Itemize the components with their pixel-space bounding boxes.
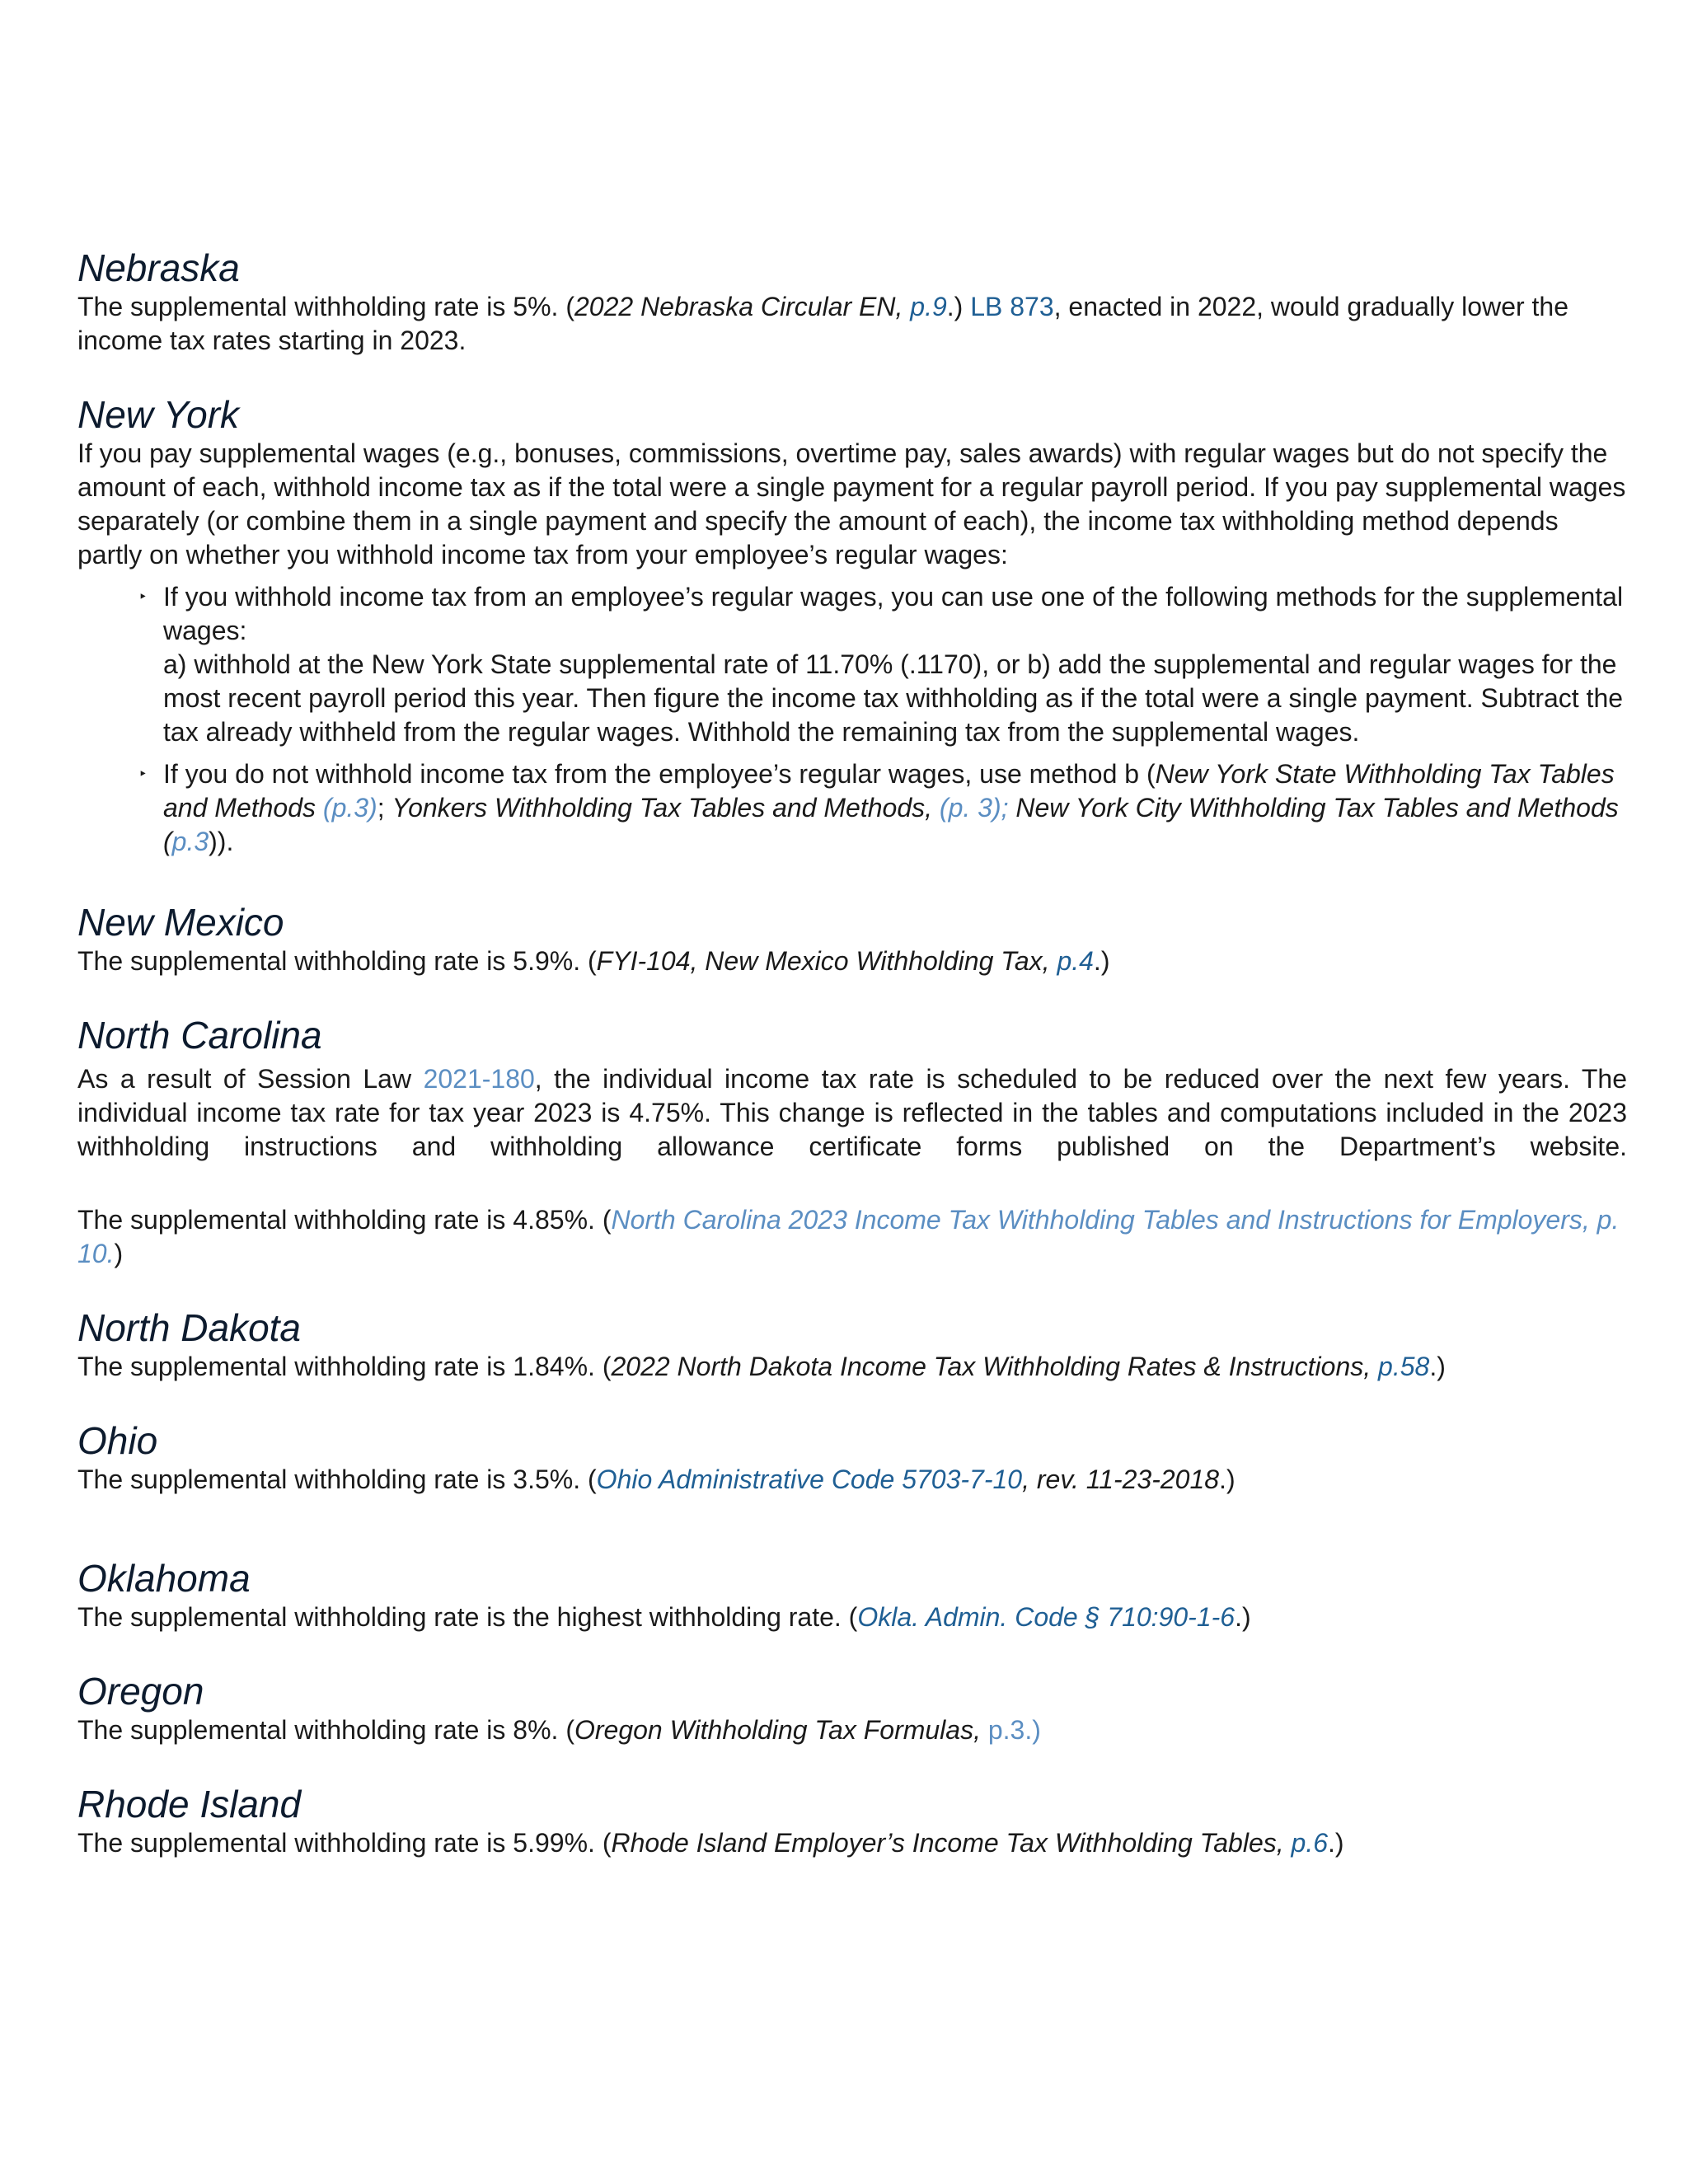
text: .) — [1429, 1352, 1446, 1381]
link-rhode-island-p6[interactable]: p.6 — [1291, 1828, 1329, 1858]
section-north-carolina — [77, 1013, 1627, 1271]
link-nyc-p3[interactable]: p.3 — [171, 827, 209, 856]
section-rhode-island — [77, 1782, 1627, 1860]
heading-nebraska: Nebraska — [77, 246, 240, 289]
text: .) — [946, 292, 971, 321]
text: , the individual income tax rate is scheduled to be reduced over the next few years. The individual income tax rate for tax year 2023 is 4.75%. This change is reflected in the tables and computations included in the 2023 withholding instructions and withholding allowance certificate forms published on the Department’s website. — [77, 1064, 1628, 1161]
text: .) — [1219, 1465, 1236, 1494]
text: The supplemental withholding rate is 5%. ( — [77, 292, 574, 321]
section-ohio — [77, 1418, 1627, 1497]
paragraph-north-carolina-law — [77, 1062, 1627, 1164]
text: , enacted in 2022, would gradually lower the income tax rates starting in 2023. — [77, 292, 1569, 355]
text: .) — [1093, 946, 1110, 976]
text: If you withhold income tax from an employee’s regular wages, you can use one of the following methods for the supplemental wages: — [163, 582, 1624, 645]
heading-new-york: New York — [77, 393, 240, 436]
text: The supplemental withholding rate is 1.84%. ( — [77, 1352, 612, 1381]
link-okla-admin-code[interactable]: Okla. Admin. Code § 710:90-1-6 — [857, 1602, 1236, 1632]
paragraph-new-mexico — [77, 944, 1627, 978]
citation: Yonkers Withholding Tax Tables and Methods, — [392, 793, 933, 823]
text: The supplemental withholding rate is the highest withholding rate. ( — [77, 1602, 858, 1632]
text: .) — [1235, 1602, 1251, 1632]
citation: New York City Withholding Tax Tables and Methods — [1015, 793, 1619, 823]
link-yonkers-p3[interactable]: (p. 3); — [939, 793, 1009, 823]
citation: , rev. 11-23-2018 — [1022, 1465, 1220, 1494]
heading-ohio: Ohio — [77, 1419, 158, 1462]
link-nys-p3[interactable]: (p.3) — [322, 793, 377, 823]
section-oregon — [77, 1669, 1627, 1747]
text: The supplemental withholding rate is 4.85%. ( — [77, 1205, 612, 1235]
text: As a result of Session Law — [77, 1064, 424, 1094]
citation: New York State Withholding Tax Tables and Methods — [163, 759, 1615, 823]
text: ) — [114, 1239, 124, 1268]
text: )). — [209, 827, 234, 856]
heading-oklahoma: Oklahoma — [77, 1557, 251, 1600]
new-york-method-list — [77, 580, 1627, 859]
paragraph-oklahoma — [77, 1601, 1627, 1634]
heading-north-dakota: North Dakota — [77, 1306, 302, 1349]
section-north-dakota — [77, 1305, 1627, 1384]
text: ; — [377, 793, 392, 823]
paragraph-rhode-island — [77, 1826, 1627, 1860]
paragraph-north-dakota — [77, 1350, 1627, 1384]
link-nc-withholding-tables[interactable]: North Carolina 2023 Income Tax Withholding Tables and Instructions for Employers, p. 10. — [77, 1205, 1620, 1268]
paragraph-nebraska — [77, 290, 1627, 358]
list-item — [138, 757, 1627, 859]
bullet-icon: ‣ — [138, 766, 148, 782]
text: ( — [163, 827, 172, 856]
document-content — [77, 246, 1627, 1895]
text: If you do not withhold income tax from the employee’s regular wages, use method b ( — [163, 759, 1156, 789]
heading-oregon: Oregon — [77, 1670, 204, 1713]
section-new-mexico — [77, 900, 1627, 978]
text: The supplemental withholding rate is 5.9%. ( — [77, 946, 597, 976]
paragraph-oregon — [77, 1713, 1627, 1747]
list-item — [138, 580, 1627, 749]
section-nebraska — [77, 246, 1627, 358]
link-lb-873[interactable]: LB 873 — [970, 292, 1054, 321]
text: The supplemental withholding rate is 8%. ( — [77, 1715, 574, 1745]
bullet-icon: ‣ — [138, 588, 148, 605]
paragraph-ohio — [77, 1463, 1627, 1497]
link-oregon-p3[interactable]: p.3.) — [987, 1715, 1041, 1745]
text: .) — [1328, 1828, 1344, 1858]
citation: Oregon Withholding Tax Formulas, — [574, 1715, 981, 1745]
heading-north-carolina: North Carolina — [77, 1014, 322, 1057]
link-north-dakota-p58[interactable]: p.58 — [1378, 1352, 1430, 1381]
citation: FYI-104, New Mexico Withholding Tax, — [596, 946, 1050, 976]
section-new-york — [77, 392, 1627, 859]
link-new-mexico-p4[interactable]: p.4 — [1057, 946, 1094, 976]
paragraph-new-york-intro: If you pay supplemental wages (e.g., bonuses, commissions, overtime pay, sales awards) with regular wages but do not specify the amount of each, withhold income tax as if the total were a single payment for a regular payroll period. If you pay supplemental wages separately (or combine them in a single payment and specify the amount of each), the income tax withholding method depends partly on whether you withhold income tax from your employee’s regular wages: — [77, 438, 1626, 569]
link-session-law-2021-180[interactable]: 2021-180 — [423, 1064, 535, 1094]
link-nebraska-p9[interactable]: p.9 — [910, 292, 947, 321]
text: The supplemental withholding rate is 3.5%. ( — [77, 1465, 597, 1494]
heading-rhode-island: Rhode Island — [77, 1783, 302, 1825]
heading-new-mexico: New Mexico — [77, 901, 284, 944]
citation: 2022 Nebraska Circular EN, — [574, 292, 903, 321]
paragraph-north-carolina-rate — [77, 1203, 1627, 1271]
citation: Rhode Island Employer’s Income Tax Withholding Tables, — [611, 1828, 1284, 1858]
link-ohio-admin-code[interactable]: Ohio Administrative Code 5703-7-10 — [596, 1465, 1023, 1494]
section-oklahoma — [77, 1556, 1627, 1634]
text: The supplemental withholding rate is 5.99%. ( — [77, 1828, 612, 1858]
text: a) withhold at the New York State supplemental rate of 11.70% (.1170), or b) add the supplemental and regular wages for the most recent payroll period this year. Then figure the income tax withholding as if the total were a single payment. Subtract the tax already withheld from the regular wages. Withhold the remaining tax from the supplemental wages. — [163, 649, 1624, 747]
citation: 2022 North Dakota Income Tax Withholding Rates & Instructions, — [611, 1352, 1372, 1381]
